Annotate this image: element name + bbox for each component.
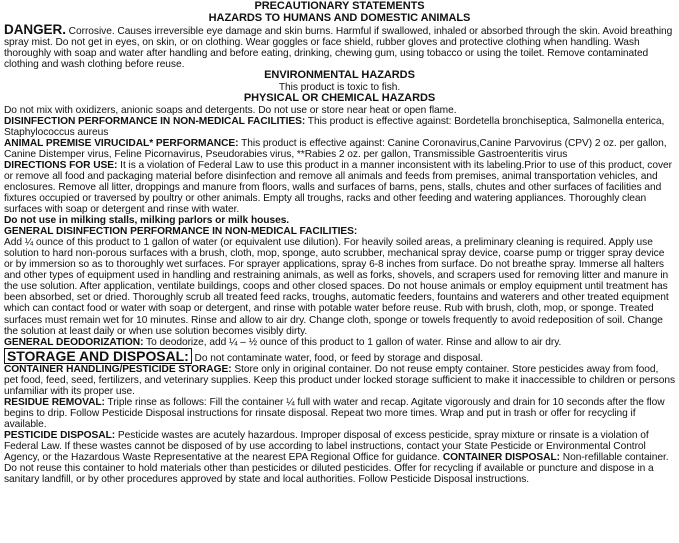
physical-heading: PHYSICAL OR CHEMICAL HAZARDS (243, 92, 436, 105)
danger-paragraph (4, 24, 675, 70)
storage-paragraph (4, 348, 675, 364)
residue-paragraph (4, 397, 675, 430)
container-handling-paragraph (4, 364, 675, 397)
general-text: Add ¼ ounce of this product to 1 gallon of water (or equivalent use dilution). For heavily soiled areas, a preliminary cleaning is required. Apply use solution to hard non-porous surfaces with a brush, cloth, mop, sponge, auto scrubber, mechanical spray device, coarse pump or trigger spray device or by immersion so as to thoroughly wet surfaces. For sprayer applications, spray 6-8 inches from surface. Do not breathe spray. Immerse all halters and other types of equipment used in handling and restraining animals, as well as forks, shovels, and scrapers used for removing litter and manure in the use solution. After application, ventilate buildings, coops and other closed spaces. Do not house animals or employ equipment until treatment has been absorbed, set or dried. Thoroughly scrub all treated feed racks, troughs, automatic feeders, fountains and waterers and other treated equipment which can contact food or water with soap or detergent, and rinse with potable water before reuse. Rub with brush, cloth, mop, or sponge. Treated surfaces must remain wet for 10 minutes. Rinse and allow to air dry. Change cloth, sponge or towels frequently to avoid redeposition of soil. Change the solution at least daily or when use solution becomes visibly dirty. (4, 237, 669, 337)
residue-label: RESIDUE REMOVAL: (4, 396, 105, 408)
container-disposal-label: CONTAINER DISPOSAL: (442, 452, 560, 464)
precautionary-title: PRECAUTIONARY STATEMENTS (254, 0, 425, 12)
environmental-heading: ENVIRONMENTAL HAZARDS (264, 69, 415, 82)
directions-label: DIRECTIONS FOR USE: (4, 159, 118, 171)
container-handling-label: CONTAINER HANDLING/PESTICIDE STORAGE: (4, 363, 232, 375)
container-handling-text: Store only in original container. Do not reuse empty container. Store pesticides away from food, pet food, feed, seed, fertilizers, and veterinary supplies. Keep this product under locked storage sufficient to make it inaccessible to children or persons unfamiliar with its proper use. (4, 363, 675, 397)
hazards-subtitle: HAZARDS TO HUMANS AND DOMESTIC ANIMALS (208, 11, 471, 24)
danger-label: DANGER. (4, 22, 66, 38)
storage-text: Do not contaminate water, food, or feed by storage and disposal. (191, 352, 483, 364)
virucidal-label: ANIMAL PREMISE VIRUCIDAL* PERFORMANCE: (4, 137, 239, 149)
storage-title: STORAGE AND DISPOSAL: (4, 348, 192, 364)
directions-text: It is a violation of Federal Law to use this product in a manner inconsistent with its labeling.Prior to use of this product, cover or remove all food and packaging material before disinfection and remove all animals and feeds from premises, animal transportation vehicles, and enclosures. Remove all litter, droppings and manure from floors, walls and surfaces of barns, pens, stalls, chutes and other surfaces of facilities and fixtures occupied or traversed by poultry or other animals. Empty all troughs, racks and other feeding and watering appliances. Thoroughly clean surfaces with soap or detergent and rinse with water. (4, 159, 672, 216)
directions-paragraph (4, 160, 675, 215)
physical-text: Do not mix with oxidizers, anionic soaps and detergents. Do not use or store near heat or open flame. (4, 104, 457, 116)
container-disposal-text: Non-refillable container. Do not reuse this container to hold materials other than pesticides or diluted pesticides. Offer for recycling if available or puncture and dispose in a sanitary landfill, or by other procedures approved by state and local authorities. Follow Pesticide Disposal instructions. (4, 452, 669, 486)
pesticide-disposal-label: PESTICIDE DISPOSAL: (4, 429, 116, 441)
milking-note: Do not use in milking stalls, milking parlors or milk houses. (4, 215, 290, 227)
virucidal-paragraph (4, 138, 675, 160)
environmental-text: This product is toxic to fish. (278, 81, 401, 93)
deodorization-label: GENERAL DEODORIZATION: (4, 336, 144, 348)
danger-text: Corrosive. Causes irreversible eye damage and skin burns. Harmful if swallowed, inhaled or absorbed through the skin. Avoid breathing spray mist. Do not get in eyes, on skin, or on clothing. Wear goggles or face shield, rubber gloves and protective clothing when handling. Wash thoroughly with soap and water after handling and before eating, drinking, chewing gum, using tobacco or using the toilet. Remove contaminated clothing and wash clothing before reuse. (4, 26, 673, 71)
disposal-paragraph (4, 430, 675, 485)
deodorization-paragraph (4, 337, 675, 348)
virucidal-text: This product is effective against: Canine Coronavirus,Canine Parvovirus (CPV) 2 oz. per gallon, Canine Distemper virus, Feline Picornavirus, Pseudorabies virus, **Rabies 2 oz. per gallon, Transmissible Gastroenteritis virus (4, 137, 667, 160)
residue-text: Triple rinse as follows: Fill the container ¼ full with water and recap. Agitate vigorously and drain for 10 seconds after the flow begins to drip. Follow Pesticide Disposal instructions for rinsate disposal. Repeat two more times. Wrap and put in trash or offer for recycling if available. (4, 396, 665, 430)
general-label: GENERAL DISINFECTION PERFORMANCE IN NON-MEDICAL FACILITIES: (4, 226, 358, 238)
disinfection-text: This product is effective against: Bordetella bronchiseptica, Salmonella enterica, Staphylococcus aureus (4, 115, 665, 138)
disinfection-paragraph (4, 116, 675, 138)
disinfection-label: DISINFECTION PERFORMANCE IN NON-MEDICAL FACILITIES: (4, 115, 306, 127)
deodorization-text: To deodorize, add ¼ – ½ ounce of this product to 1 gallon of water. Rinse and allow to air dry. (143, 336, 562, 348)
pesticide-disposal-text: Pesticide wastes are acutely hazardous. Improper disposal of excess pesticide, spray mixture or rinsate is a violation of Federal Law. If these wastes cannot be disposed of by use according to label instructions, contact your State Pesticide or Environmental Control Agency, or the Hazardous Waste Representative at the nearest EPA Regional Office for guidance. (4, 429, 649, 464)
